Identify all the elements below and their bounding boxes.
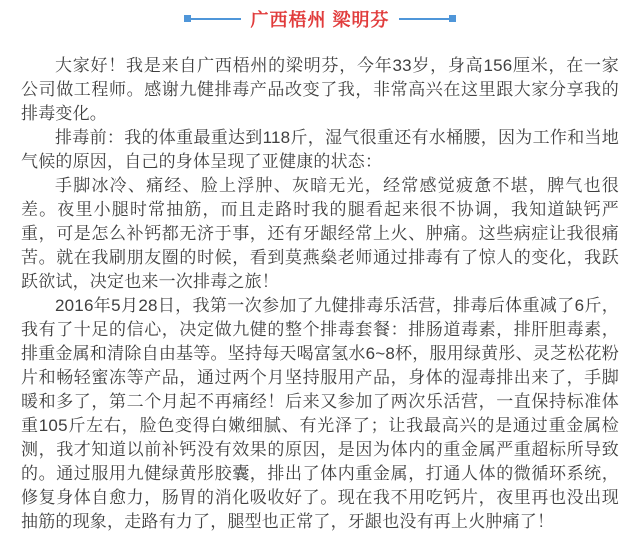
divider-line-icon xyxy=(399,18,449,20)
square-bullet-icon xyxy=(449,15,456,22)
article-header xyxy=(0,0,640,28)
paragraph-intro: 大家好！我是来自广西梧州的梁明芬，今年33岁，身高156厘米，在一家公司做工程师。感谢九健排毒产品改变了我，非常高兴在这里跟大家分享我的排毒变化。 xyxy=(21,56,619,123)
article-body xyxy=(0,54,640,534)
divider-line-icon xyxy=(191,18,241,20)
paragraph-detox-journey: 2016年5月28日，我第一次参加了九健排毒乐活营，排毒后体重减了6斤，我有了十足的信心，决定做九健的整个排毒套餐：排肠道毒素，排肝胆毒素，排重金属和清除自由基等。坚持每天喝富氢水6~8杯，服用绿黄彤、灵芝松花粉片和畅轻蜜冻等产品，通过两个月坚持服用产品，身体的湿毒排出来了，手脚暖和多了，第二个月起不再痛经！后来又参加了两次乐活营，一直保持标准体重105斤左右，脸色变得白嫩细腻、有光泽了；让我最高兴的是通过重金属检测，我才知道以前补钙没有效果的原因，是因为体内的重金属严重超标所导致的。通过服用九健绿黄彤胶囊，排出了体内重金属，打通人体的微循环系统，修复身体自愈力，肠胃的消化吸收好了。现在我不用吃钙片，夜里再也没出现抽筋的现象，走路有力了，腿型也正常了，牙龈也没有再上火肿痛了！ xyxy=(21,296,619,531)
square-bullet-icon xyxy=(184,15,191,22)
paragraph-symptoms: 手脚冰冷、痛经、脸上浮肿、灰暗无光，经常感觉疲惫不堪，脾气也很差。夜里小腿时常抽筋，而且走路时我的腿看起来很不协调，我知道缺钙严重，可是怎么补钙都无济于事，还有牙龈经常上火、肿痛。这些病症让我很痛苦。就在我刷朋友圈的时候，看到莫燕燊老师通过排毒有了惊人的变化，我跃跃欲试，决定也来一次排毒之旅！ xyxy=(21,176,619,291)
title-ornament-right xyxy=(399,15,456,22)
page-title: 广西梧州 梁明芬 xyxy=(250,9,390,30)
title-ornament-left xyxy=(184,15,241,22)
paragraph-before-detox: 排毒前：我的体重最重达到118斤，湿气很重还有水桶腰，因为工作和当地气候的原因，自己的身体呈现了亚健康的状态： xyxy=(21,128,619,171)
